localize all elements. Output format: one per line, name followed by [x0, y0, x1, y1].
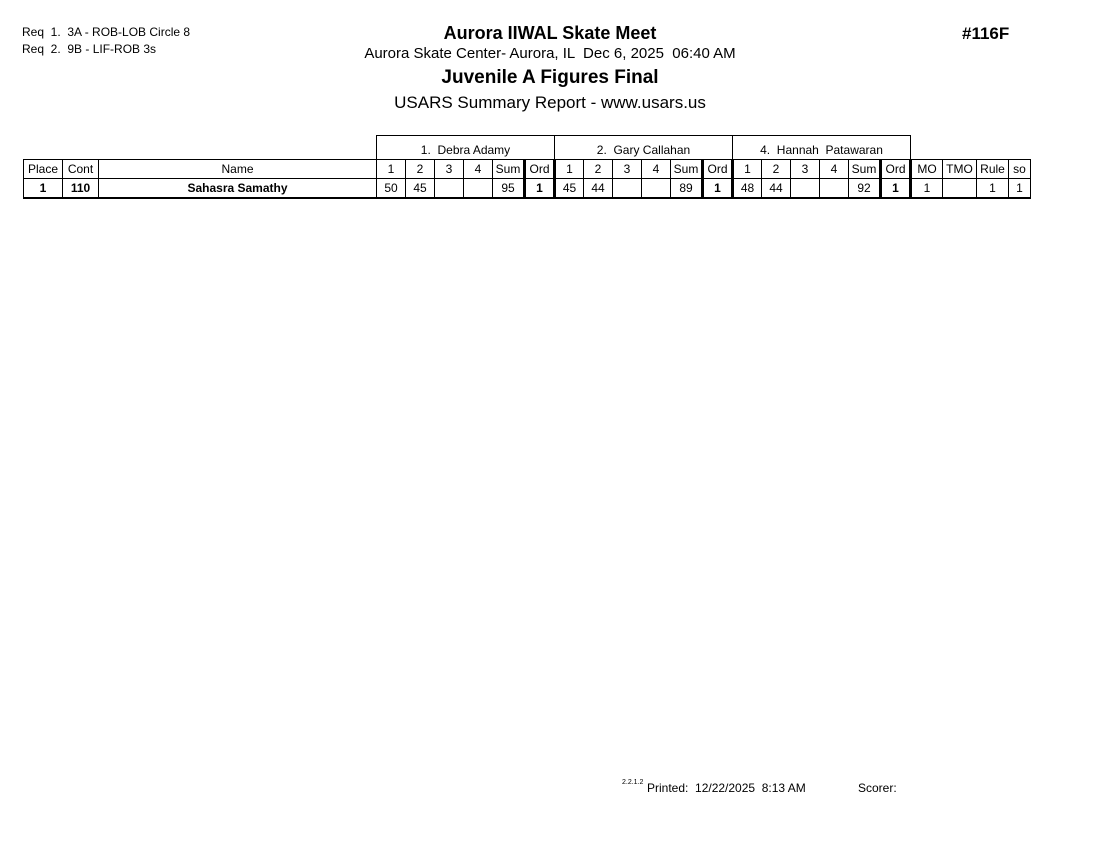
scorer-label: Scorer: [858, 781, 897, 795]
header-tmo: TMO [943, 160, 977, 179]
judge2-score-4 [642, 179, 671, 198]
contestant-number: 110 [63, 179, 99, 198]
judge1-score-1: 50 [377, 179, 406, 198]
report-number: #116F [962, 24, 1010, 43]
column-header-row [24, 160, 1031, 179]
header-name: Name [99, 160, 377, 179]
judge2-score-1: 45 [555, 179, 584, 198]
judge1-score-2: 45 [406, 179, 435, 198]
judge1-header-4: 4 [464, 160, 493, 179]
software-version: 2.2.1.2 [622, 779, 644, 786]
meet-header [0, 22, 1100, 114]
skater-name: Sahasra Samathy [99, 179, 377, 198]
result-row [24, 179, 1031, 198]
judge3-score-1: 48 [733, 179, 762, 198]
judge-2-name: 2. Gary Callahan [555, 136, 733, 160]
mo-value: 1 [911, 179, 943, 198]
judge2-header-sum: Sum [671, 160, 703, 179]
header-so: so [1009, 160, 1031, 179]
judge3-score-4 [820, 179, 849, 198]
judge1-header-ord: Ord [525, 160, 555, 179]
results-table [23, 135, 1031, 199]
req-line-1: Req 1. 3A - ROB-LOB Circle 8 [22, 25, 191, 39]
judge-row-left-spacer [24, 136, 377, 160]
judge2-header-3: 3 [613, 160, 642, 179]
judge2-header-4: 4 [642, 160, 671, 179]
judge1-score-3 [435, 179, 464, 198]
judge3-score-3 [791, 179, 820, 198]
judge2-header-ord: Ord [703, 160, 733, 179]
judge2-header-2: 2 [584, 160, 613, 179]
tmo-value [943, 179, 977, 198]
report-type: USARS Summary Report - www.usars.us [394, 93, 706, 112]
judge2-header-1: 1 [555, 160, 584, 179]
judge1-header-1: 1 [377, 160, 406, 179]
judge1-sum: 95 [493, 179, 525, 198]
header-mo: MO [911, 160, 943, 179]
venue-date: Aurora Skate Center- Aurora, IL Dec 6, 2025 06:40 AM [364, 45, 736, 62]
judge1-header-2: 2 [406, 160, 435, 179]
event-title: Juvenile A Figures Final [441, 67, 659, 88]
judge3-sum: 92 [849, 179, 881, 198]
judge-row-right-spacer [911, 136, 1031, 160]
results-table-container [23, 135, 1031, 199]
judge3-score-2: 44 [762, 179, 791, 198]
judge2-score-2: 44 [584, 179, 613, 198]
judge3-header-3: 3 [791, 160, 820, 179]
judge-1-name: 1. Debra Adamy [377, 136, 555, 160]
judge3-header-ord: Ord [881, 160, 911, 179]
rule-value: 1 [977, 179, 1009, 198]
so-value: 1 [1009, 179, 1031, 198]
judge3-ordinal: 1 [881, 179, 911, 198]
judge2-ordinal: 1 [703, 179, 733, 198]
judge-name-row [24, 136, 1031, 160]
judge3-header-4: 4 [820, 160, 849, 179]
req-line-2: Req 2. 9B - LIF-ROB 3s [22, 42, 157, 56]
header-cont: Cont [63, 160, 99, 179]
meet-title: Aurora IIWAL Skate Meet [443, 23, 657, 43]
place-value: 1 [24, 179, 63, 198]
judge1-ordinal: 1 [525, 179, 555, 198]
judge1-header-3: 3 [435, 160, 464, 179]
header-place: Place [24, 160, 63, 179]
header-rule: Rule [977, 160, 1009, 179]
printed-timestamp: Printed: 12/22/2025 8:13 AM [647, 781, 806, 795]
judge3-header-1: 1 [733, 160, 762, 179]
judge2-sum: 89 [671, 179, 703, 198]
judge-3-name: 4. Hannah Patawaran [733, 136, 911, 160]
judge3-header-2: 2 [762, 160, 791, 179]
judge1-score-4 [464, 179, 493, 198]
judge1-header-sum: Sum [493, 160, 525, 179]
judge2-score-3 [613, 179, 642, 198]
judge3-header-sum: Sum [849, 160, 881, 179]
